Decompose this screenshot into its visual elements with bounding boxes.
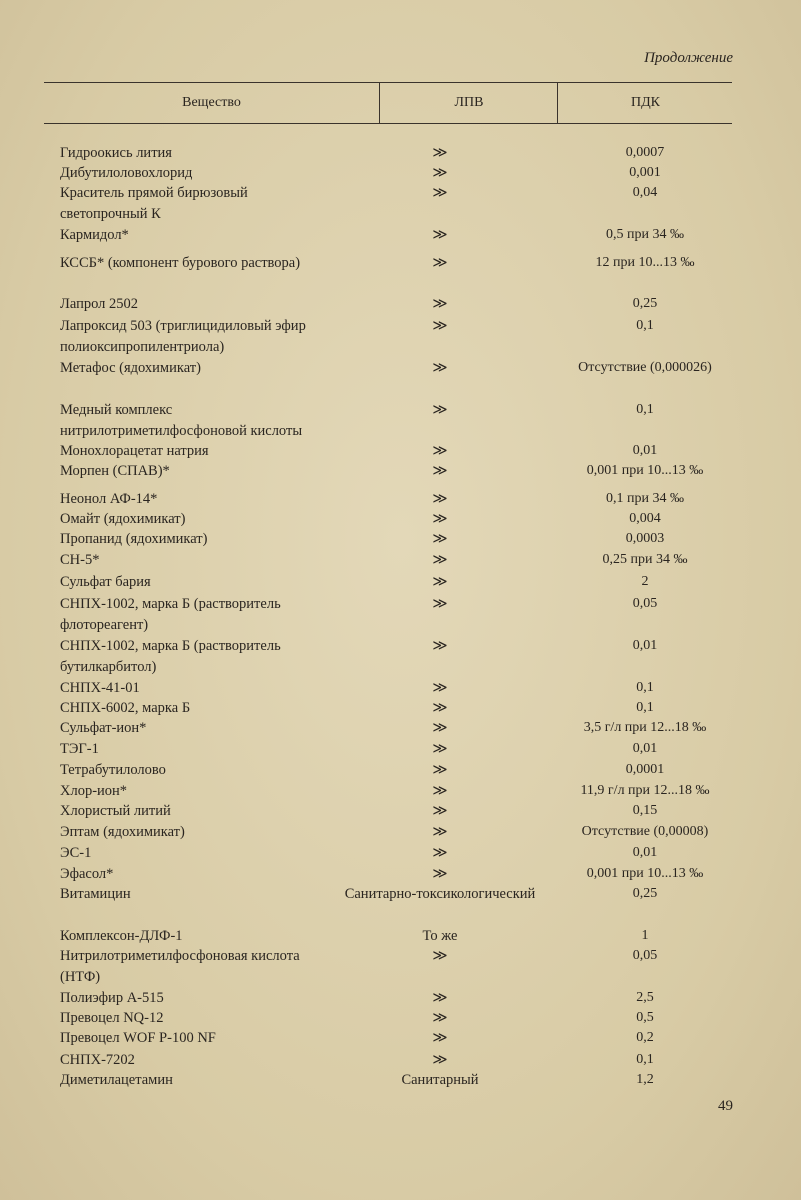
substance-name: СН-5* bbox=[60, 552, 100, 568]
pdk-value: 0,2 bbox=[636, 1030, 654, 1045]
pdk-value: 0,01 bbox=[632, 845, 658, 860]
lpv-value: ≫ bbox=[432, 531, 448, 547]
lpv-value: ≫ bbox=[432, 948, 448, 964]
lpv-value: ≫ bbox=[432, 1030, 448, 1046]
lpv-value: ≫ bbox=[432, 990, 448, 1006]
pdk-value: Отсутствие (0,00008) bbox=[581, 824, 709, 839]
substance-name: СНПХ-6002, марка Б bbox=[60, 700, 191, 716]
lpv-value: ≫ bbox=[432, 824, 448, 840]
lpv-value: ≫ bbox=[432, 165, 448, 181]
pdk-value: 0,25 при 34 ‰ bbox=[602, 552, 688, 567]
pdk-value: 0,25 bbox=[632, 886, 658, 901]
substance-name: Превоцел WOF P-100 NF bbox=[60, 1030, 216, 1046]
pdk-value: 1 bbox=[641, 928, 649, 943]
pdk-value: 11,9 г/л при 12...18 ‰ bbox=[580, 783, 710, 798]
pdk-value: 0,01 bbox=[632, 443, 658, 458]
lpv-value: ≫ bbox=[432, 318, 448, 334]
substance-name: Нитрилотриметилфосфоновая кислота (НТФ) bbox=[60, 948, 300, 985]
lpv-value: ≫ bbox=[432, 783, 448, 799]
lpv-value: ≫ bbox=[432, 185, 448, 201]
pdk-value: 0,01 bbox=[632, 638, 658, 653]
lpv-value: ≫ bbox=[432, 463, 448, 479]
lpv-value: ≫ bbox=[432, 296, 448, 312]
substance-name: СНПХ-41-01 bbox=[60, 680, 140, 696]
substance-name: Краситель прямой бирюзовый светопрочный К bbox=[60, 185, 248, 222]
pdk-value: 0,1 bbox=[636, 700, 654, 715]
page-number: 49 bbox=[718, 1098, 733, 1114]
pdk-value: 0,1 bbox=[636, 680, 654, 695]
substance-name: СНПХ-1002, марка Б (растворитель бутилкарбитол) bbox=[60, 638, 281, 675]
lpv-value: ≫ bbox=[432, 443, 448, 459]
pdk-value: 0,04 bbox=[632, 185, 658, 200]
pdk-value: 3,5 г/л при 12...18 ‰ bbox=[583, 720, 707, 735]
substance-name: Пропанид (ядохимикат) bbox=[60, 531, 208, 547]
pdk-value: 0,001 при 10...13 ‰ bbox=[586, 463, 704, 478]
lpv-value: Санитарно-токсикологический bbox=[344, 886, 536, 902]
pdk-value: 0,004 bbox=[629, 511, 661, 526]
column-header-pdk: ПДК bbox=[557, 83, 733, 123]
pdk-value: 0,05 bbox=[632, 596, 658, 611]
lpv-value: ≫ bbox=[432, 552, 448, 568]
substance-name: Медный комплекс нитрилотриметилфосфоновой кислоты bbox=[60, 402, 303, 439]
column-header-lpv: ЛПВ bbox=[379, 83, 558, 123]
pdk-value: 0,15 bbox=[632, 803, 658, 818]
lpv-value: ≫ bbox=[432, 762, 448, 778]
substance-name: Сульфат бария bbox=[60, 574, 151, 590]
pdk-value: 0,001 bbox=[629, 165, 661, 180]
lpv-value: ≫ bbox=[432, 255, 448, 271]
pdk-value: 0,01 bbox=[632, 741, 658, 756]
substance-name: Омайт (ядохимикат) bbox=[60, 511, 186, 527]
substance-name: ЭС-1 bbox=[60, 845, 92, 861]
lpv-value: Санитарный bbox=[401, 1072, 479, 1088]
pdk-value: 0,25 bbox=[632, 296, 658, 311]
substance-name: Тетрабутилолово bbox=[60, 762, 166, 778]
lpv-value: ≫ bbox=[432, 741, 448, 757]
substance-name: КССБ* (компонент бурового раствора) bbox=[60, 255, 301, 271]
substance-name: Лапроксид 503 (триглицидиловый эфир полиоксипропилентриола) bbox=[60, 318, 306, 355]
lpv-value: ≫ bbox=[432, 145, 448, 161]
substance-name: Лапрол 2502 bbox=[60, 296, 139, 312]
lpv-value: ≫ bbox=[432, 845, 448, 861]
pdk-value: 0,0007 bbox=[625, 145, 665, 160]
lpv-value: ≫ bbox=[432, 700, 448, 716]
substance-name: Превоцел NQ-12 bbox=[60, 1010, 164, 1026]
substance-name: Сульфат-ион* bbox=[60, 720, 147, 736]
column-header-substance: Вещество bbox=[182, 95, 241, 110]
pdk-value: 0,0003 bbox=[625, 531, 665, 546]
pdk-value: 0,0001 bbox=[625, 762, 665, 777]
lpv-value: ≫ bbox=[432, 227, 448, 243]
lpv-value: ≫ bbox=[432, 680, 448, 696]
pdk-value: 0,1 bbox=[636, 1052, 654, 1067]
substance-name: СНПХ-7202 bbox=[60, 1052, 135, 1068]
substance-name: Эптам (ядохимикат) bbox=[60, 824, 185, 840]
lpv-value: ≫ bbox=[432, 720, 448, 736]
pdk-value: 0,5 bbox=[636, 1010, 654, 1025]
substance-name: Дибутилоловохлорид bbox=[60, 165, 193, 181]
lpv-value: ≫ bbox=[432, 402, 448, 418]
substance-name: Эфасол* bbox=[60, 866, 114, 882]
pdk-value: 0,5 при 34 ‰ bbox=[606, 227, 684, 242]
lpv-value: ≫ bbox=[432, 866, 448, 882]
pdk-value: 2 bbox=[641, 574, 649, 589]
lpv-value: ≫ bbox=[432, 574, 448, 590]
lpv-value: ≫ bbox=[432, 491, 448, 507]
lpv-value: ≫ bbox=[432, 1052, 448, 1068]
pdk-value: 0,1 при 34 ‰ bbox=[606, 491, 684, 506]
pdk-value: 2,5 bbox=[636, 990, 654, 1005]
pdk-value: 0,1 bbox=[636, 402, 654, 417]
lpv-value: ≫ bbox=[432, 596, 448, 612]
substance-name: Хлор-ион* bbox=[60, 783, 128, 799]
lpv-value: ≫ bbox=[432, 360, 448, 376]
pdk-value: 12 при 10...13 ‰ bbox=[595, 255, 695, 270]
lpv-value: То же bbox=[422, 928, 458, 944]
substance-name: Витамицин bbox=[60, 886, 131, 902]
pdk-value: 0,05 bbox=[632, 948, 658, 963]
lpv-value: ≫ bbox=[432, 511, 448, 527]
substance-name: Комплексон-ДЛФ-1 bbox=[60, 928, 183, 944]
pdk-value: 1,2 bbox=[636, 1072, 654, 1087]
lpv-value: ≫ bbox=[432, 803, 448, 819]
substance-name: Полиэфир А-515 bbox=[60, 990, 164, 1006]
substance-name: Диметилацетамин bbox=[60, 1072, 173, 1088]
substance-name: Кармидол* bbox=[60, 227, 129, 243]
substance-name: Метафос (ядохимикат) bbox=[60, 360, 201, 376]
substance-name: ТЭГ-1 bbox=[60, 741, 99, 757]
substance-name: Гидроокись лития bbox=[60, 145, 172, 161]
pdk-value: 0,001 при 10...13 ‰ bbox=[586, 866, 704, 881]
table-header bbox=[44, 82, 732, 124]
substance-name: Неонол АФ-14* bbox=[60, 491, 158, 507]
substance-name: Морпен (СПАВ)* bbox=[60, 463, 170, 479]
substance-name: Монохлорацетат натрия bbox=[60, 443, 209, 459]
substance-name: СНПХ-1002, марка Б (растворитель флотореагент) bbox=[60, 596, 281, 633]
substance-name: Хлористый литий bbox=[60, 803, 171, 819]
continuation-label: Продолжение bbox=[644, 50, 733, 66]
lpv-value: ≫ bbox=[432, 638, 448, 654]
lpv-value: ≫ bbox=[432, 1010, 448, 1026]
pdk-value: 0,1 bbox=[636, 318, 654, 333]
pdk-value: Отсутствие (0,000026) bbox=[578, 360, 712, 375]
